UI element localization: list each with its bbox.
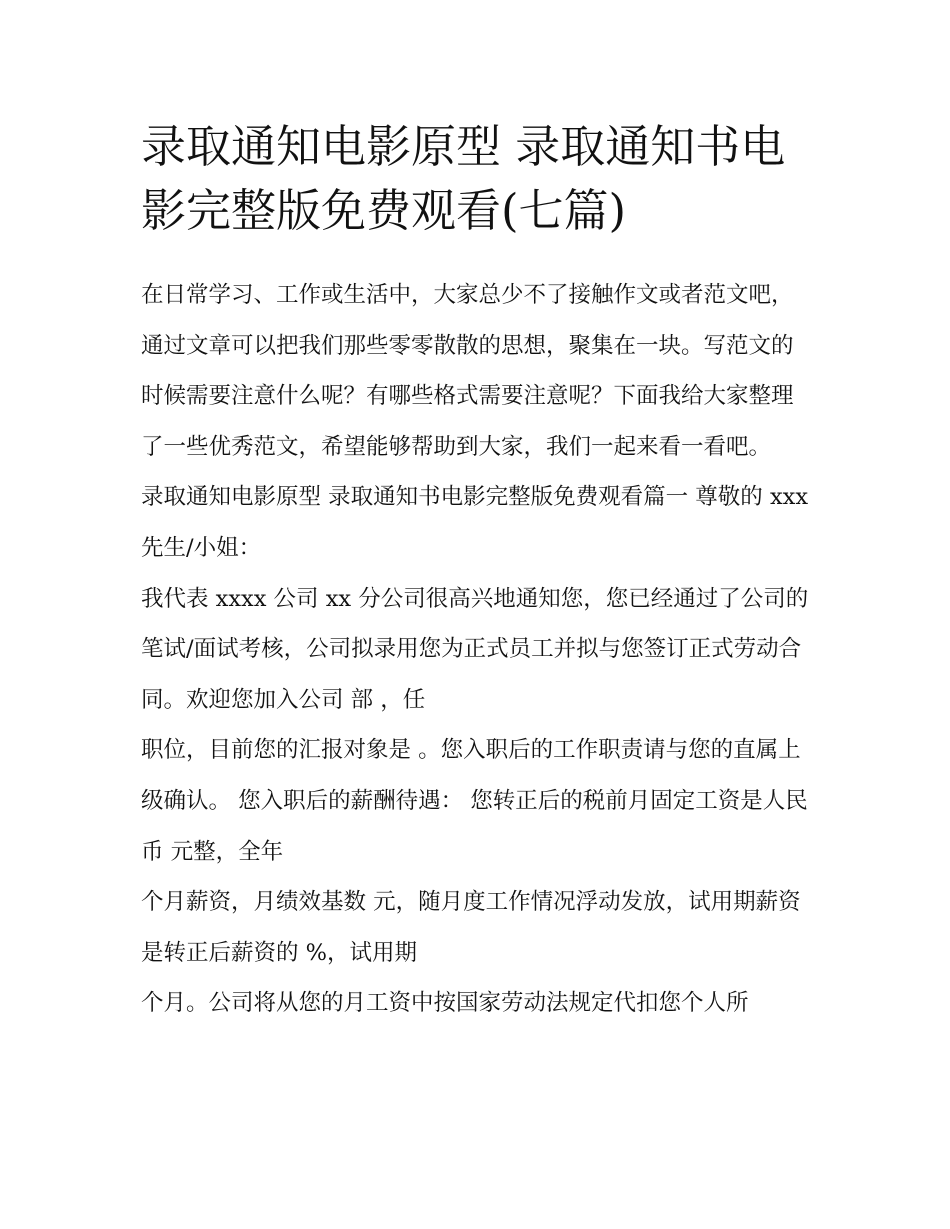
paragraph-salary: 个月薪资，月绩效基数 元，随月度工作情况浮动发放，试用期薪资是转正后薪资的 %，试用期 xyxy=(141,889,801,966)
paragraph-offer: 我代表 xxxx 公司 xx 分公司很高兴地通知您，您已经通过了公司的笔试/面试考核，公司拟录用您为正式员工并拟与您签订正式劳动合同。欢迎您加入公司 部 ，任 xyxy=(141,585,809,713)
document-body xyxy=(141,270,813,1029)
paragraph-heading-salutation: 录取通知电影原型 录取通知书电影完整版免费观看篇一 尊敬的 xxx 先生/小姐： xyxy=(141,484,809,561)
document-content xyxy=(141,115,813,1029)
paragraph-intro: 在日常学习、工作或生活中，大家总少不了接触作文或者范文吧，通过文章可以把我们那些零零散散的思想，聚集在一块。写范文的时候需要注意什么呢？有哪些格式需要注意呢？下面我给大家整理了一些优秀范文，希望能够帮助到大家，我们一起来看一看吧。 xyxy=(141,282,794,460)
paragraph-deduction: 个月。公司将从您的月工资中按国家劳动法规定代扣您个人所 xyxy=(141,990,749,1017)
document-title: 录取通知电影原型 录取通知书电影完整版免费观看(七篇) xyxy=(141,120,786,237)
paragraph-position: 职位，目前您的汇报对象是 。您入职后的工作职责请与您的直属上级确认。 您入职后的薪酬待遇： 您转正后的税前月固定工资是人民币 元整，全年 xyxy=(141,737,808,865)
